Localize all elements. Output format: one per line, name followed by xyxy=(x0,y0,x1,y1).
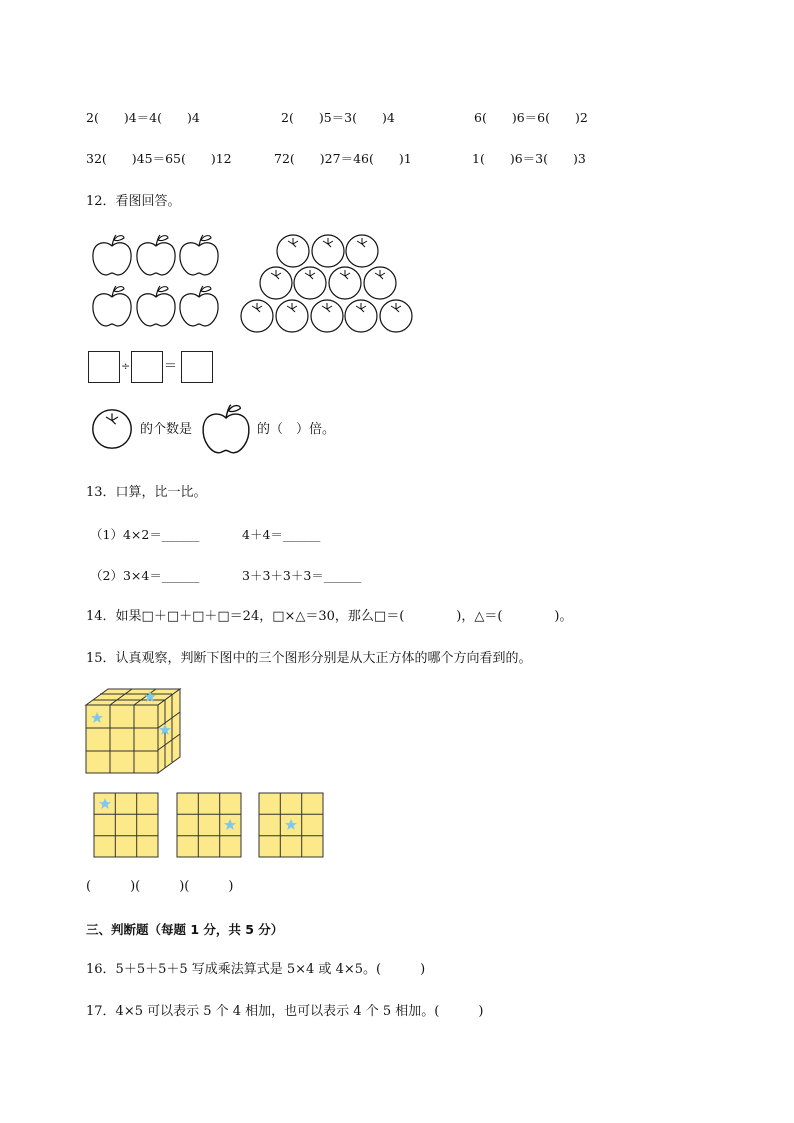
q12-title: 12．看图回答。 xyxy=(86,194,181,209)
q13-line1-b: 4＋4＝______ xyxy=(242,527,321,542)
q11-row1-item2: 2( )5＝3( )4 xyxy=(281,110,395,125)
q11-row1-item1: 2( )4＝4( )4 xyxy=(86,110,200,125)
q16-text: 16．5＋5＋5＋5 写成乘法算式是 5×4 或 4×5。( ) xyxy=(86,962,426,977)
q11-row2-item3: 1( )6＝3( )3 xyxy=(472,151,586,166)
q17-text: 17．4×5 可以表示 5 个 4 相加，也可以表示 4 个 5 相加。( ) xyxy=(86,1004,484,1019)
q13-line2-a: （2）3×4＝______ xyxy=(90,568,200,583)
q15-answer-blanks: ( )( )( ) xyxy=(86,879,234,894)
q13-line1-a: （1）4×2＝______ xyxy=(90,527,200,542)
q11-row1-item3: 6( )6＝6( )2 xyxy=(474,110,588,125)
q13-title: 13．口算，比一比。 xyxy=(86,485,207,500)
q11-row2-item1: 32( )45＝65( )12 xyxy=(86,151,232,166)
q14-text: 14．如果□＋□＋□＋□＝24，□×△＝30，那么□＝( )，△＝( )。 xyxy=(86,609,573,624)
q12-sentence-part2: 的（ ）倍。 xyxy=(257,422,336,437)
q11-row2-item2: 72( )27＝46( )1 xyxy=(274,151,412,166)
q12-sentence-part1: 的个数是 xyxy=(140,422,193,437)
equals-sign: ＝ xyxy=(164,359,178,374)
q15-title: 15．认真观察，判断下图中的三个图形分别是从大正方体的哪个方向看到的。 xyxy=(86,651,532,666)
q13-line2-b: 3＋3＋3＋3＝______ xyxy=(242,568,362,583)
divide-sign: ÷ xyxy=(121,360,131,373)
section-heading: 三、判断题（每题 1 分，共 5 分） xyxy=(86,922,284,937)
